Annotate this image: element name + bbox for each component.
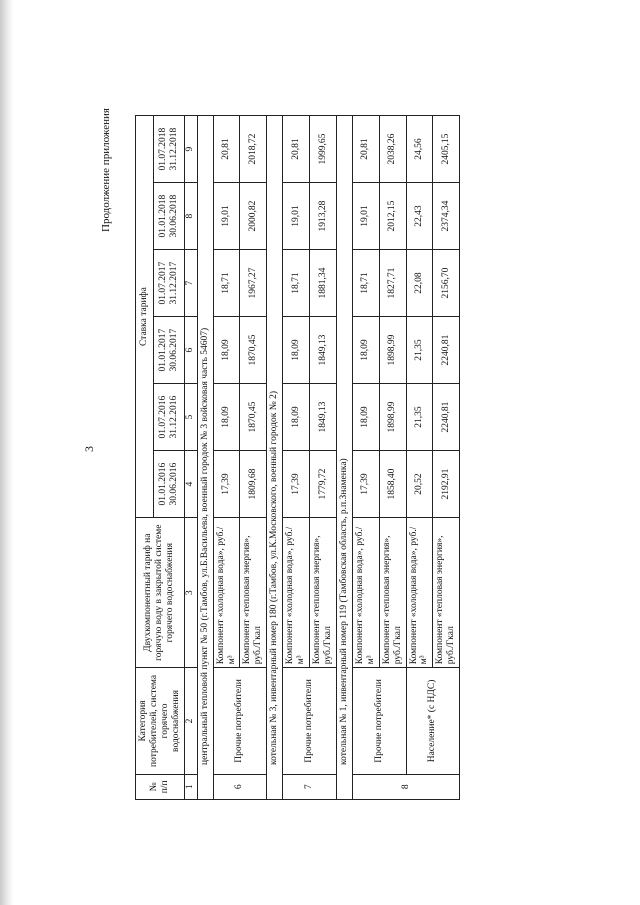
rate-value: 18,71 [213, 250, 240, 317]
rate-value: 20,81 [213, 116, 240, 183]
table-row [213, 116, 240, 800]
header-period: 01.07.2018 31.12.2018 [154, 116, 185, 183]
rate-value: 2374,34 [433, 183, 460, 250]
continuation-label: Продолжение приложения [100, 108, 112, 232]
rate-value: 1849,13 [310, 317, 337, 384]
rate-value: 20,81 [283, 116, 310, 183]
index-cell: 1 [184, 774, 197, 799]
table-row [352, 116, 379, 800]
rate-value: 1898,99 [379, 317, 406, 384]
rate-value: 1881,34 [310, 250, 337, 317]
rate-value: 1898,99 [379, 384, 406, 451]
section-title: центральный тепловой пункт № 50 (г.Тамбов, ул.Б.Васильева, военный городок № 3 войсковая часть 54607) [197, 116, 213, 800]
header-period: 01.01.2016 30.06.2016 [154, 451, 185, 518]
component-label: Компонент «тепловая энергия», руб./Гкал [433, 518, 460, 668]
rate-value: 2012,15 [379, 183, 406, 250]
component-label: Компонент «тепловая энергия», руб./Гкал [310, 518, 337, 668]
consumer-category: Население* (с НДС) [406, 668, 460, 774]
rate-value: 19,01 [283, 183, 310, 250]
row-num: 6 [213, 774, 267, 799]
component-label: Компонент «холодная вода», руб./м³ [213, 518, 240, 668]
tariff-table [135, 115, 460, 800]
header-period: 01.01.2018 30.06.2018 [154, 183, 185, 250]
tariff-table-wrapper [135, 115, 515, 800]
index-cell: 9 [184, 116, 197, 183]
rate-value: 1870,45 [240, 384, 267, 451]
rate-value: 2018,72 [240, 116, 267, 183]
rate-value: 2405,15 [433, 116, 460, 183]
rate-value: 18,09 [213, 317, 240, 384]
header-period: 01.01.2017 30.06.2017 [154, 317, 185, 384]
index-cell: 4 [184, 451, 197, 518]
component-label: Компонент «тепловая энергия», руб./Гкал [240, 518, 267, 668]
rate-value: 2156,70 [433, 250, 460, 317]
rate-value: 22,08 [406, 250, 433, 317]
rate-value: 19,01 [213, 183, 240, 250]
rate-value: 2192,91 [433, 451, 460, 518]
section-title-row [336, 116, 352, 800]
rate-value: 1827,71 [379, 250, 406, 317]
rate-value: 18,09 [213, 384, 240, 451]
rate-value: 2000,82 [240, 183, 267, 250]
rate-value: 1858,40 [379, 451, 406, 518]
rate-value: 22,43 [406, 183, 433, 250]
table-row [283, 116, 310, 800]
rate-value: 24,56 [406, 116, 433, 183]
header-period: 01.07.2016 31.12.2016 [154, 384, 185, 451]
rate-value: 2240,81 [433, 317, 460, 384]
index-cell: 7 [184, 250, 197, 317]
rate-value: 1999,65 [310, 116, 337, 183]
rate-value: 17,39 [213, 451, 240, 518]
consumer-category: Прочие потребители [352, 668, 406, 774]
index-cell: 8 [184, 183, 197, 250]
section-title-row [267, 116, 283, 800]
index-row [184, 116, 197, 800]
scan-edge-shadow [0, 0, 14, 905]
rate-value: 1849,13 [310, 384, 337, 451]
component-label: Компонент «холодная вода», руб./м³ [283, 518, 310, 668]
rate-value: 1913,28 [310, 183, 337, 250]
index-cell: 2 [184, 668, 197, 774]
rate-value: 20,81 [352, 116, 379, 183]
component-label: Компонент «холодная вода», руб./м³ [406, 518, 433, 668]
rate-value: 18,09 [283, 317, 310, 384]
consumer-category: Прочие потребители [283, 668, 337, 774]
index-cell: 6 [184, 317, 197, 384]
header-row-1 [136, 116, 154, 800]
rate-value: 1779,72 [310, 451, 337, 518]
component-label: Компонент «тепловая энергия», руб./Гкал [379, 518, 406, 668]
rate-value: 18,71 [352, 250, 379, 317]
rate-value: 1967,27 [240, 250, 267, 317]
rate-value: 18,09 [283, 384, 310, 451]
index-cell: 3 [184, 518, 197, 668]
header-rate-group: Ставка тарифа [136, 116, 154, 518]
rate-value: 18,09 [352, 384, 379, 451]
section-title-row [197, 116, 213, 800]
row-num: 8 [352, 774, 459, 799]
rate-value: 1809,68 [240, 451, 267, 518]
index-cell: 5 [184, 384, 197, 451]
rate-value: 19,01 [352, 183, 379, 250]
rate-value: 18,71 [283, 250, 310, 317]
rate-value: 21,35 [406, 384, 433, 451]
rate-value: 17,39 [283, 451, 310, 518]
rate-value: 2240,81 [433, 384, 460, 451]
rate-value: 21,35 [406, 317, 433, 384]
row-num: 7 [283, 774, 337, 799]
rate-value: 17,39 [352, 451, 379, 518]
table-row [406, 116, 433, 800]
section-title: котельная № 3, инвентарный номер 180 (г.Тамбов, ул.К.Московского, военный городок № 2) [267, 116, 283, 800]
header-tariff: Двухкомпонентный тариф на горячую воду в закрытой системе горячего водоснабжения [136, 518, 185, 668]
header-num: № п/п [136, 774, 185, 799]
component-label: Компонент «холодная вода», руб./м³ [352, 518, 379, 668]
rate-value: 18,09 [352, 317, 379, 384]
header-category: Категория потребителей, система горячего водоснабжения [136, 668, 185, 774]
rate-value: 1870,45 [240, 317, 267, 384]
page-number: 3 [82, 446, 96, 452]
section-title: котельная № 1, инвентарный номер 119 (Тамбовская область, р.п.Знаменка) [336, 116, 352, 800]
header-period: 01.07.2017 31.12.2017 [154, 250, 185, 317]
consumer-category: Прочие потребители [213, 668, 267, 774]
rate-value: 2038,26 [379, 116, 406, 183]
rate-value: 20,52 [406, 451, 433, 518]
